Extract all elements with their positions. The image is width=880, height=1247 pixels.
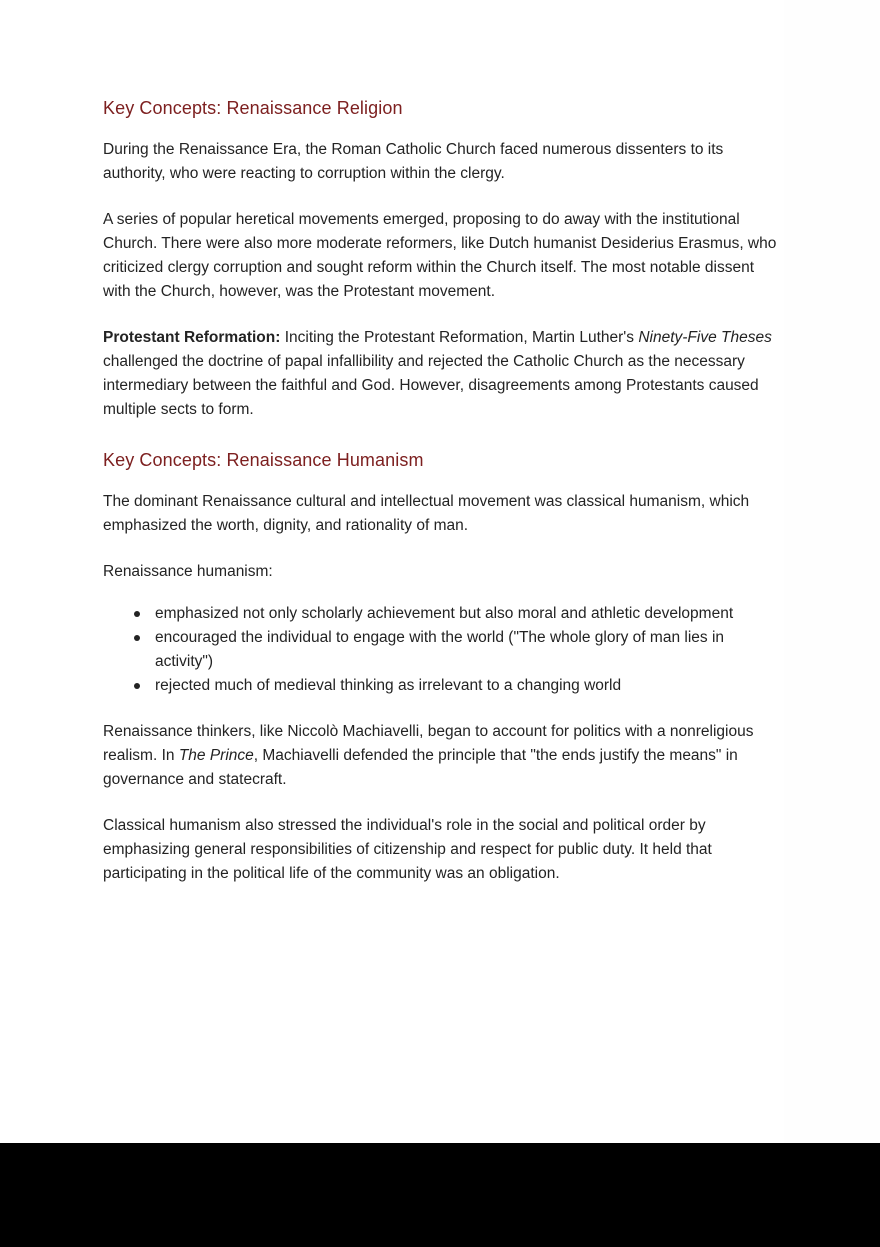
- document-content-column: [103, 96, 779, 908]
- paragraph-machiavelli: [103, 720, 779, 792]
- bullet-dot-icon: [134, 683, 140, 689]
- ninety-five-theses-title: Ninety-Five Theses: [638, 329, 772, 346]
- paragraph-heretical-movements: A series of popular heretical movements emerged, proposing to do away with the institutional Church. There were also more moderate reformers, like Dutch humanist Desiderius Erasmus, who criticized clergy corruption and sought reform within the Church itself. The most notable dissent with the Church, however, was the Protestant movement.: [103, 211, 777, 300]
- list-item-label: encouraged the individual to engage with the world ("The whole glory of man lies in activity"): [155, 629, 725, 670]
- paragraph-humanism-list-intro: Renaissance humanism:: [103, 563, 273, 580]
- paragraph-classical-humanism: The dominant Renaissance cultural and intellectual movement was classical humanism, which emphasized the worth, dignity, and rationality of man.: [103, 493, 750, 534]
- list-item-label: rejected much of medieval thinking as irrelevant to a changing world: [155, 677, 622, 694]
- humanism-bullet-list: [103, 602, 779, 698]
- bullet-dot-icon: [134, 611, 140, 617]
- section-heading-renaissance-religion: Key Concepts: Renaissance Religion: [103, 98, 403, 118]
- machiavelli-text-tail: , Machiavelli defended the principle that "the ends justify the means" in governance and statecraft.: [103, 747, 738, 788]
- paragraph-protestant-reformation: [103, 326, 779, 422]
- reformation-text-lead: Inciting the Protestant Reformation, Martin Luther's: [280, 329, 639, 346]
- machiavelli-text-lead: Renaissance thinkers, like Niccolò Machiavelli, began to account for politics with a nonreligious realism. In: [103, 723, 754, 764]
- list-item: [103, 674, 779, 698]
- page-footer-band: [0, 1143, 880, 1247]
- reformation-text-tail: challenged the doctrine of papal infallibility and rejected the Catholic Church as the necessary intermediary between the faithful and God. However, disagreements among Protestants caused multiple sects to form.: [103, 353, 759, 418]
- section-heading-renaissance-humanism: Key Concepts: Renaissance Humanism: [103, 450, 424, 470]
- the-prince-title: The Prince: [178, 747, 254, 764]
- protestant-reformation-label: Protestant Reformation:: [103, 329, 281, 346]
- bullet-dot-icon: [134, 635, 140, 641]
- page-edge-tint: [784, 0, 880, 1143]
- list-item-label: emphasized not only scholarly achievement but also moral and athletic development: [155, 605, 734, 622]
- list-item: [103, 626, 779, 674]
- list-item: [103, 602, 779, 626]
- paragraph-classical-humanism-civic-duty: Classical humanism also stressed the individual's role in the social and political order by emphasizing general responsibilities of citizenship and respect for public duty. It held that participating in the political life of the community was an obligation.: [103, 817, 712, 882]
- paragraph-dissenters: During the Renaissance Era, the Roman Catholic Church faced numerous dissenters to its authority, who were reacting to corruption within the clergy.: [103, 141, 724, 182]
